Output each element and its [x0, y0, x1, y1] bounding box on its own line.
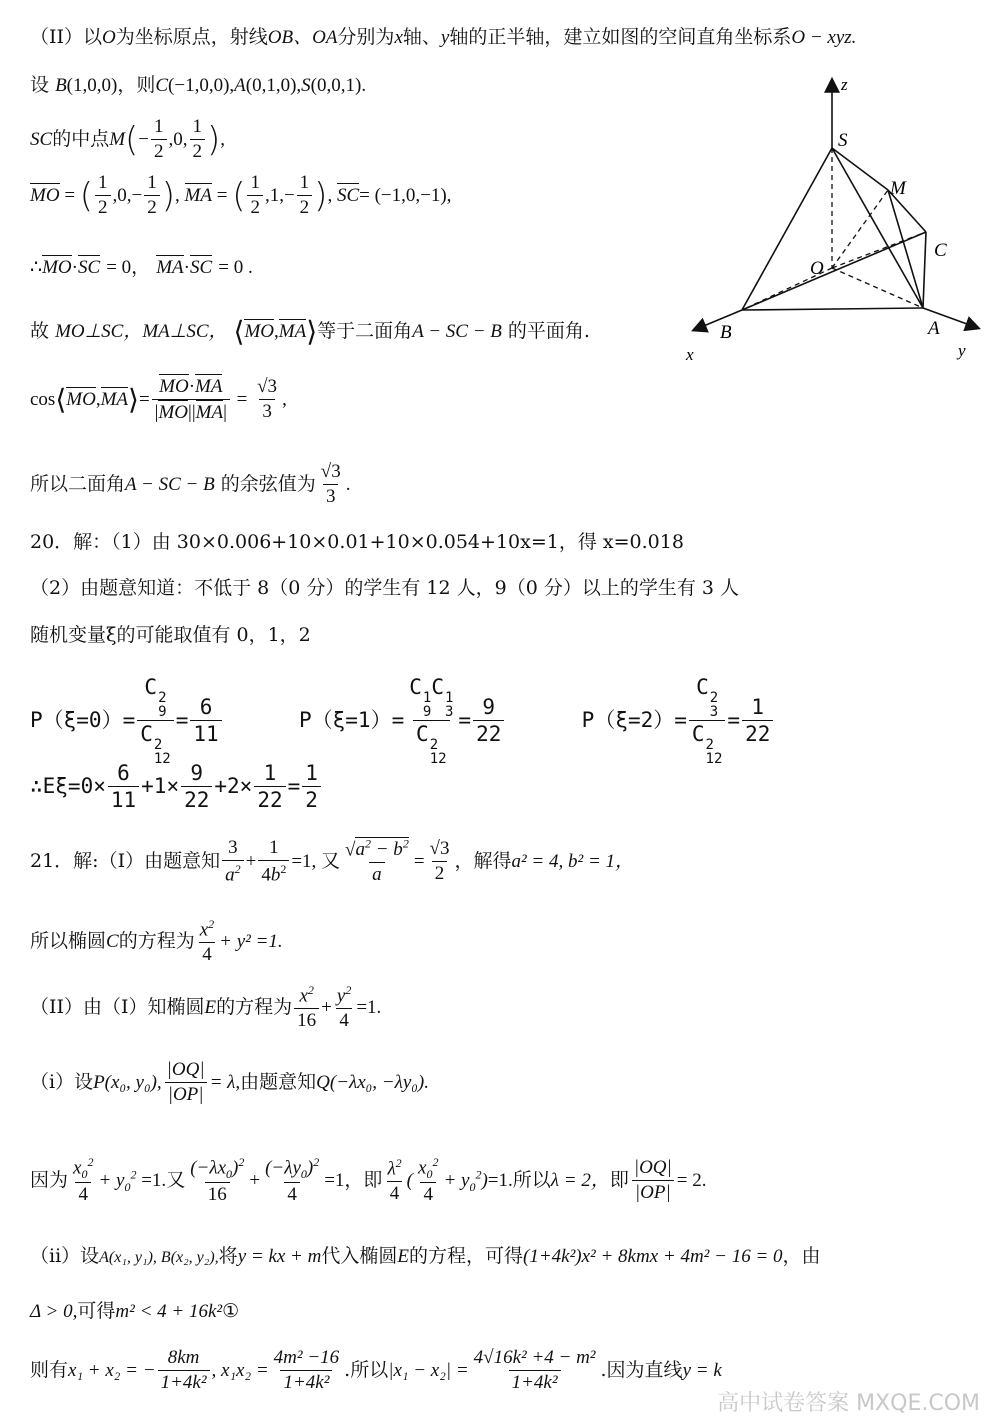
math: O − xyz. [791, 27, 857, 48]
hidden-edges [742, 148, 926, 310]
label-m: M [890, 178, 906, 199]
line-midpoint [30, 117, 225, 163]
math: y = k [682, 1359, 722, 1381]
text: ，解得 [454, 850, 512, 873]
math: =1, [291, 851, 322, 873]
math: m² < 4 + 16k² [115, 1301, 223, 1322]
math: = [138, 388, 150, 410]
text: P（ξ=1）= [299, 708, 405, 732]
math: = (−1,0,−1), [359, 184, 452, 206]
fraction: C 1 9 C 1 3 C 2 12 [409, 675, 454, 767]
vector: SC [190, 257, 213, 278]
text: = [727, 708, 741, 732]
math: , [282, 388, 287, 410]
math: P(x₀, y₀), [93, 1071, 162, 1093]
math: + [249, 1170, 261, 1192]
fraction: $\frac{1}{4b^2}$ [258, 838, 289, 886]
text: .所以 [344, 1358, 389, 1381]
math: λ = 2， [550, 1170, 610, 1192]
text: 轴、 [402, 26, 441, 48]
paren: ( [232, 175, 246, 216]
math: A − SC − B [125, 473, 215, 495]
text: （i）设 [30, 1070, 94, 1093]
fraction: C 2 9 C 2 12 [137, 676, 174, 766]
text: 21．解:（I）由题意知 [30, 850, 221, 873]
paren: ) [161, 175, 176, 216]
math: x₁ + x₂ = − [68, 1359, 156, 1381]
fraction: $\frac{6}{11}$ [190, 696, 221, 746]
paren: ) [314, 175, 328, 216]
math: , [95, 388, 101, 410]
math: ,0, [168, 128, 188, 150]
math: (1,0,0) [66, 75, 118, 96]
math: cos [30, 388, 56, 410]
text: ，由 [782, 1245, 821, 1267]
vector: SC [77, 257, 101, 278]
probability-row [30, 676, 775, 766]
text: P（ξ=2）= [581, 708, 687, 732]
text: ，则 [117, 74, 156, 96]
text: 的平面角. [507, 320, 590, 342]
text: 所以二面角 [30, 472, 126, 495]
fraction: $\frac{1}{2}$ [297, 173, 313, 219]
fraction: $\frac{x^2}{4}$ [199, 917, 215, 966]
vector: MA [184, 184, 212, 206]
math: OB、OA [267, 27, 338, 48]
text: 的余弦值为 [220, 472, 316, 495]
math: = λ, [209, 1071, 241, 1093]
paren: ( [79, 175, 94, 216]
vector: MO [42, 257, 72, 278]
text: 的方程为 [216, 996, 293, 1019]
fraction: $\frac{|OQ|}{|OP|}$ [633, 1157, 672, 1204]
math: = [413, 851, 425, 873]
text: （II）由（I）知椭圆 [30, 996, 205, 1019]
text: .因为直线 [600, 1358, 683, 1381]
line-cosine [30, 376, 287, 424]
ellipse-c-equation [30, 918, 283, 966]
fraction: $\frac{9}{22}$ [473, 696, 504, 746]
paren: ) [207, 119, 221, 160]
fraction: $\frac{√3}{3}$ [257, 376, 278, 422]
math: = [59, 184, 80, 206]
discriminant-line [30, 1302, 239, 1321]
math: (1+4k²)x² + 8kmx + 4m² − 16 = 0 [523, 1246, 783, 1267]
fraction: $\frac{\text{4m² −16}}{\text{1+4k²}}$ [273, 1347, 340, 1393]
x-axis [694, 310, 742, 330]
math: y [440, 27, 450, 48]
text: 即 [363, 1169, 383, 1192]
vector: SC [336, 184, 360, 206]
fraction: $\frac{1}{22}$ [742, 696, 773, 746]
vector: MO [66, 388, 96, 410]
text: 所以 [512, 1169, 551, 1192]
math: + [321, 997, 332, 1019]
part-ii-setup [30, 1247, 821, 1266]
fraction: $\frac{1}{2}$ [95, 173, 111, 219]
text: = [458, 708, 472, 732]
text: 的方程为 [118, 930, 195, 953]
math: = 0 . [218, 257, 253, 278]
watermark: 高中试卷答案 MXQE.COM [717, 1391, 980, 1416]
vector: MA [156, 257, 184, 278]
text: 又 [321, 850, 341, 873]
math: , [274, 321, 279, 342]
math: , x₁x₂ = [211, 1359, 269, 1381]
math: A − SC − B [412, 321, 502, 342]
math: E [204, 997, 217, 1019]
text: （II）以 [30, 26, 103, 48]
math: + $y_0^2$ [98, 1167, 137, 1194]
line-vectors [30, 173, 451, 219]
fraction: $\frac{\text{4√16k² +4 − m²}}{\text{1+4k²}}$ [473, 1347, 596, 1393]
math: C [106, 931, 119, 953]
problem-20-part1: 20．解：（1）由 30×0.006+10×0.01+10×0.054+10x=1，得 x=0.018 [30, 531, 684, 553]
math: |x₁ − x₂| = [388, 1359, 469, 1381]
vector: MO [244, 321, 275, 342]
math: = [211, 184, 233, 206]
text: 可得 [77, 1300, 116, 1322]
fraction: $\frac{\lambda^2}{4}$ [387, 1156, 402, 1205]
math: M [109, 128, 126, 150]
math: S [301, 75, 311, 96]
text: 的中点 [52, 127, 110, 150]
part-i-derivation [30, 1156, 706, 1206]
text: 设 [30, 74, 50, 96]
fraction: $\frac{(-\lambda x_0)^2}{16}$ [190, 1155, 245, 1206]
math: = 0， [106, 257, 151, 278]
fraction: $\frac{1}{2}$ [151, 117, 167, 163]
fraction: $\frac{6}{11}$ [108, 762, 139, 812]
visible-edges [742, 148, 926, 310]
angle-bracket: ⟩ [128, 382, 139, 416]
math: O [102, 27, 116, 48]
math: ,0,− [112, 184, 143, 206]
label-z: z [841, 75, 848, 94]
math: C [155, 75, 169, 96]
text: 的方程，可得 [408, 1245, 523, 1267]
pyramid-figure [676, 72, 990, 372]
math: SC [30, 128, 53, 150]
math: , [220, 128, 226, 150]
text: 代入椭圆 [321, 1245, 398, 1267]
fraction: $\frac{1}{22}$ [254, 762, 285, 812]
text: 又 [166, 1169, 186, 1192]
fraction: $\frac{MO\cdot MA}{|MO||MA|}$ [152, 376, 230, 424]
text: = [175, 708, 189, 732]
fraction: $\frac{y^2}{4}$ [336, 983, 352, 1032]
fraction: $\frac{x_0^2}{4}$ [418, 1155, 439, 1206]
paren: ( [125, 119, 139, 160]
math: =1. [487, 1170, 513, 1192]
angle-bracket: ⟨ [55, 382, 67, 416]
problem-21-part1 [30, 838, 634, 886]
fraction: $\frac{1}{2}$ [190, 117, 206, 163]
fraction: $\frac{1}{2}$ [247, 173, 263, 219]
text: +2× [214, 774, 253, 799]
text: ∴ [30, 256, 43, 278]
text: 故 [30, 320, 50, 342]
text: ① [222, 1300, 240, 1322]
expectation-line [30, 762, 323, 812]
math: B [55, 75, 67, 96]
text: 将 [218, 1245, 238, 1267]
text: 则有 [30, 1358, 69, 1381]
label-x: x [686, 345, 694, 364]
math: + [245, 851, 257, 873]
fraction: $\frac{|OQ|}{|OP|}$ [166, 1059, 205, 1105]
math: A [234, 75, 246, 96]
text: P（ξ=0）= [30, 708, 136, 732]
part-i-setup [30, 1060, 429, 1106]
text: 分别为 [337, 26, 395, 48]
math: x [394, 27, 403, 48]
label-y: y [958, 341, 966, 360]
fraction: $\frac{√a^2 - b^2}{a}$ [345, 837, 409, 886]
math: (0,1,0), [245, 75, 302, 96]
fraction: $\frac{x_0^2}{4}$ [73, 1155, 94, 1206]
vector: MA [278, 321, 307, 342]
math: =1. [356, 997, 382, 1019]
vieta-line [30, 1348, 722, 1394]
text: ∴Eξ=0× [30, 774, 106, 799]
line-coordinates [30, 76, 366, 95]
math: y = kx + m [237, 1246, 322, 1267]
vector: MA [100, 388, 129, 410]
fraction: $\frac{8km}{\text{1+4k²}}$ [158, 1348, 210, 1394]
math: , [327, 184, 337, 206]
math: = [231, 388, 253, 410]
text: 轴的正半轴，建立如图的空间直角坐标系 [449, 26, 792, 48]
label-b: B [720, 322, 732, 343]
math: . [345, 473, 351, 495]
math: E [397, 1246, 409, 1267]
text: 由题意知 [240, 1070, 317, 1093]
math: (0,0,1). [310, 75, 367, 96]
text: = [287, 774, 301, 799]
text: 为坐标原点，射线 [115, 26, 268, 48]
label-o: O [810, 258, 824, 279]
line-setup-axes [30, 28, 856, 47]
label-c: C [934, 240, 947, 261]
problem-20-part2: （2）由题意知道：不低于 8（0 分）的学生有 12 人，9（0 分）以上的学生有 3 人 [30, 577, 739, 599]
text: 所以椭圆 [30, 930, 107, 953]
fraction: $\frac{1}{2}$ [144, 173, 160, 219]
text: 因为 [30, 1169, 69, 1192]
math: · [183, 257, 190, 278]
text: 即 [609, 1169, 629, 1192]
text: 等于二面角 [317, 320, 413, 342]
math: =1， [324, 1170, 364, 1192]
angle-bracket: ⟩ [306, 315, 318, 348]
math: Q(−λx₀, −λy₀). [316, 1071, 429, 1093]
fraction: $\frac{(-\lambda y_0)^2}{4}$ [265, 1155, 320, 1206]
random-variable-values: 随机变量ξ的可能取值有 0，1，2 [30, 624, 311, 646]
math: + y² =1. [219, 931, 283, 953]
fraction: $\frac{√3}{2}$ [429, 838, 450, 885]
fraction: C 2 3 C 2 12 [689, 676, 726, 766]
label-s: S [838, 130, 848, 151]
math: · [71, 257, 78, 278]
fraction: $\frac{x^2}{16}$ [294, 984, 319, 1032]
math: + $y_0^2$) [443, 1167, 488, 1194]
line-dot-products [30, 258, 253, 277]
math: ,1,− [264, 184, 295, 206]
angle-bracket: ⟨ [233, 315, 245, 348]
math: MO⊥SC，MA⊥SC， [55, 321, 228, 342]
math: (−1,0,0), [168, 75, 235, 96]
math: A(x₁, y₁), B(x₂, y₂), [99, 1249, 219, 1266]
ellipse-e-equation [30, 984, 381, 1032]
text: +1× [141, 774, 180, 799]
label-a: A [928, 318, 940, 339]
fraction: $\frac{3}{a^2}$ [222, 838, 244, 886]
math: = 2. [676, 1170, 707, 1192]
fraction: $\frac{1}{2}$ [302, 762, 321, 812]
text: （ii）设 [30, 1245, 100, 1267]
math: =1. [141, 1170, 167, 1192]
math: − [138, 128, 150, 150]
math: , [175, 184, 185, 206]
math: ( [406, 1170, 413, 1192]
line-perpendicular [30, 315, 590, 348]
math: a² = 4, b² = 1， [511, 851, 635, 873]
fraction: $\frac{√3}{3}$ [320, 461, 341, 507]
vector: MO [30, 184, 60, 206]
fraction: $\frac{9}{22}$ [181, 762, 212, 812]
line-cosine-result [30, 462, 350, 508]
math: Δ > 0, [30, 1301, 78, 1322]
